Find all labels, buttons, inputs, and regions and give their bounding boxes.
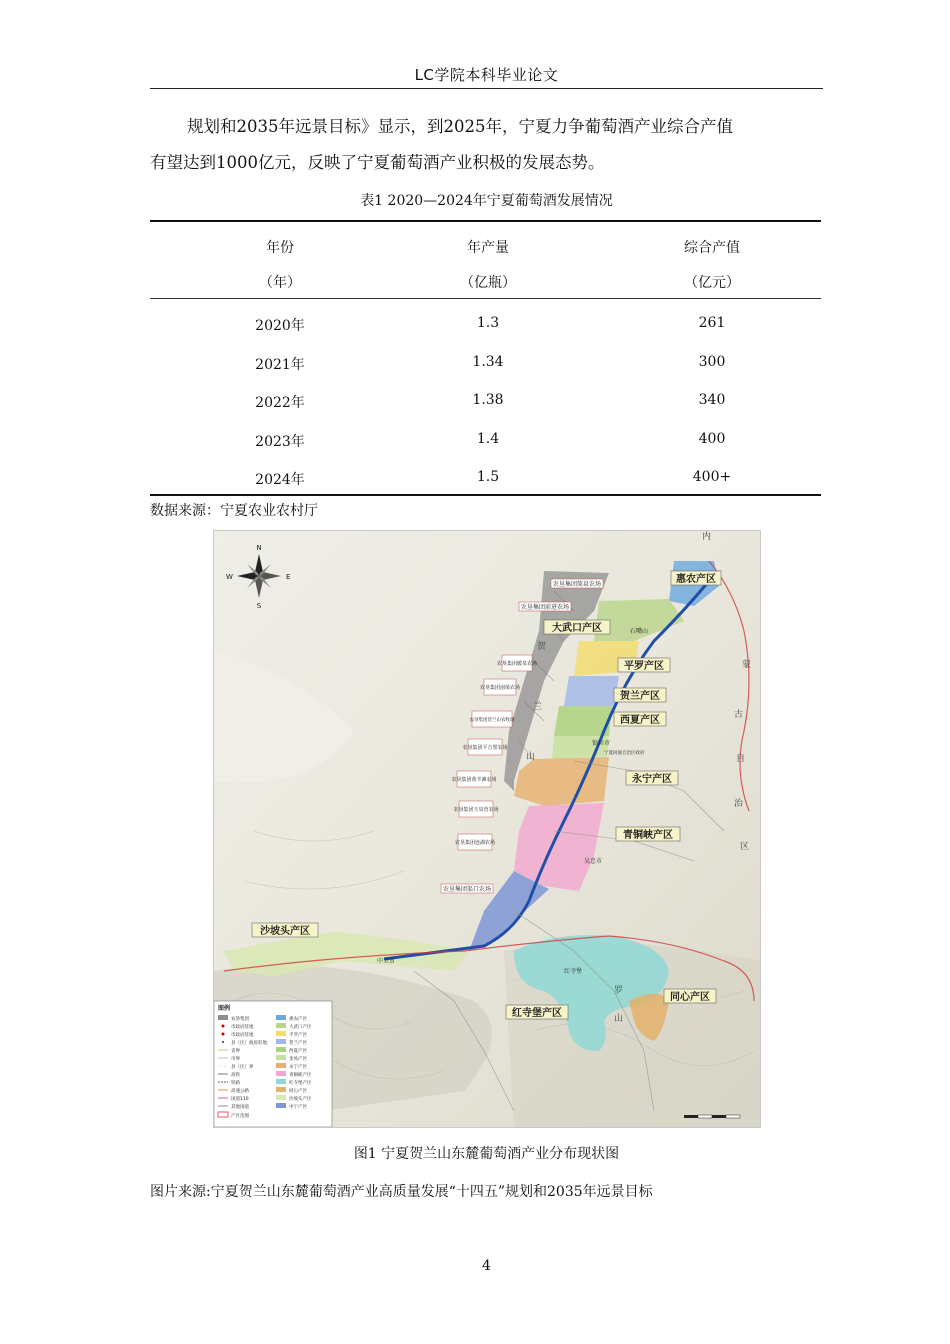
table-header-year-unit: （年） bbox=[259, 275, 301, 291]
place-label: 银川市 bbox=[592, 740, 611, 747]
svg-text:西夏产区: 西夏产区 bbox=[620, 715, 660, 726]
svg-text:金凤产区: 金凤产区 bbox=[289, 1057, 307, 1062]
svg-text:市界: 市界 bbox=[231, 1057, 240, 1062]
zone-label-shapotou bbox=[252, 923, 318, 937]
farm-label bbox=[497, 655, 537, 671]
svg-text:西夏产区: 西夏产区 bbox=[289, 1049, 307, 1054]
farm-label bbox=[480, 679, 520, 695]
svg-text:农垦集团简泉农场: 农垦集团简泉农场 bbox=[552, 581, 602, 588]
svg-text:其他国道: 其他国道 bbox=[231, 1105, 249, 1110]
table-cell: 1.3 bbox=[476, 315, 500, 331]
region-char: 蒙 bbox=[742, 660, 752, 670]
farm-label bbox=[453, 801, 498, 817]
table-cell: 2023年 bbox=[255, 434, 305, 450]
region-char: 山 bbox=[614, 1014, 624, 1024]
farm-label bbox=[462, 739, 507, 755]
table-header-output: 年产量 bbox=[467, 240, 509, 256]
zone-helan bbox=[564, 676, 619, 706]
svg-text:红寺堡产区: 红寺堡产区 bbox=[289, 1081, 312, 1086]
svg-text:县（区）政府驻地: 县（区）政府驻地 bbox=[231, 1041, 267, 1046]
svg-text:青铜峡产区: 青铜峡产区 bbox=[289, 1073, 312, 1078]
table-top-rule bbox=[150, 220, 821, 222]
svg-text:大武口产区: 大武口产区 bbox=[552, 623, 602, 634]
region-char: 自 bbox=[736, 754, 746, 764]
table-cell: 2022年 bbox=[255, 395, 305, 411]
region-char: 内 bbox=[702, 532, 712, 542]
place-label: 宁夏回族自治区政府 bbox=[604, 751, 645, 756]
region-char: 古 bbox=[734, 710, 744, 720]
svg-text:铁路: 铁路 bbox=[231, 1081, 240, 1086]
svg-text:平罗产区: 平罗产区 bbox=[289, 1033, 307, 1038]
svg-text:青铜峡产区: 青铜峡产区 bbox=[623, 830, 673, 841]
table-source-note: 数据来源：宁夏农业农村厅 bbox=[150, 503, 318, 519]
figure-caption: 图1 宁夏贺兰山东麓葡萄酒产业分布现状图 bbox=[353, 1146, 620, 1162]
svg-text:市政府驻地: 市政府驻地 bbox=[231, 1025, 254, 1030]
farm-label bbox=[441, 884, 493, 893]
table-cell: 300 bbox=[698, 354, 726, 370]
table-cell: 1.34 bbox=[472, 354, 504, 370]
zone-label-tongxin bbox=[664, 989, 716, 1003]
compass-n: N bbox=[256, 544, 262, 552]
svg-text:农垦集团暖泉农场: 农垦集团暖泉农场 bbox=[496, 661, 538, 667]
region-char: 罗 bbox=[614, 986, 624, 996]
table-header-rule bbox=[150, 298, 821, 299]
svg-text:红寺堡产区: 红寺堡产区 bbox=[512, 1008, 562, 1019]
table-cell: 261 bbox=[698, 315, 726, 331]
zone-label-pingluo bbox=[618, 658, 670, 672]
scale-bar bbox=[684, 1115, 740, 1118]
svg-text:国道110: 国道110 bbox=[231, 1097, 249, 1102]
svg-text:贺兰产区: 贺兰产区 bbox=[289, 1041, 307, 1046]
svg-text:农垦集团南梁农场: 农垦集团南梁农场 bbox=[479, 685, 521, 691]
place-label: 红寺堡 bbox=[564, 968, 583, 975]
region-char: 治 bbox=[734, 799, 744, 809]
header-rule bbox=[150, 88, 823, 89]
compass-w: W bbox=[226, 573, 233, 581]
svg-text:高速公路: 高速公路 bbox=[231, 1089, 249, 1094]
svg-text:农垦集团前进农场: 农垦集团前进农场 bbox=[520, 604, 570, 611]
table-caption: 表1 2020—2024年宁夏葡萄酒发展情况 bbox=[360, 193, 613, 209]
table-header-year: 年份 bbox=[266, 240, 294, 256]
table-cell: 400 bbox=[698, 431, 726, 447]
svg-text:同心产区: 同心产区 bbox=[289, 1089, 307, 1094]
svg-text:省界: 省界 bbox=[231, 1049, 240, 1054]
svg-text:贺兰产区: 贺兰产区 bbox=[620, 691, 660, 702]
table-header-value: 综合产值 bbox=[684, 240, 740, 256]
place-label: 中卫市 bbox=[377, 958, 396, 965]
region-char: 区 bbox=[740, 842, 750, 852]
svg-text:农垦集团玉泉营农场: 农垦集团玉泉营农场 bbox=[453, 807, 499, 813]
table-cell: 340 bbox=[698, 392, 726, 408]
zone-label-xixia bbox=[614, 712, 666, 726]
table-cell: 2021年 bbox=[255, 357, 305, 373]
body-paragraph-line-2: 有望达到1000亿元，反映了宁夏葡萄酒产业积极的发展态势。 bbox=[150, 153, 605, 172]
table-cell: 1.5 bbox=[476, 469, 500, 485]
svg-text:平罗产区: 平罗产区 bbox=[624, 661, 664, 672]
svg-text:惠农产区: 惠农产区 bbox=[289, 1017, 307, 1022]
svg-text:惠农产区: 惠农产区 bbox=[676, 574, 716, 585]
svg-text:农垦集团平吉堡农场: 农垦集团平吉堡农场 bbox=[462, 745, 508, 751]
svg-text:产区范围: 产区范围 bbox=[231, 1114, 249, 1119]
svg-text:农垦集团: 农垦集团 bbox=[231, 1017, 249, 1022]
svg-text:图例: 图例 bbox=[218, 1005, 231, 1012]
table-cell: 400+ bbox=[692, 469, 732, 485]
svg-text:农垦集团黄羊滩农场: 农垦集团黄羊滩农场 bbox=[451, 777, 497, 783]
farm-label bbox=[519, 602, 571, 611]
zone-label-huinong bbox=[671, 571, 721, 585]
figure-source-note: 图片来源:宁夏贺兰山东麓葡萄酒产业高质量发展“十四五”规划和2035年远景目标 bbox=[150, 1184, 653, 1200]
svg-text:县（区）界: 县（区）界 bbox=[231, 1065, 254, 1070]
table-cell: 1.38 bbox=[472, 392, 504, 408]
zone-label-qingtongxia bbox=[616, 827, 680, 841]
map-figure bbox=[213, 530, 761, 1128]
svg-text:大武口产区: 大武口产区 bbox=[289, 1025, 312, 1030]
svg-text:永宁产区: 永宁产区 bbox=[289, 1065, 307, 1070]
svg-text:高铁: 高铁 bbox=[231, 1073, 240, 1078]
table-header-value-unit: （亿元） bbox=[684, 275, 740, 291]
page-number: 4 bbox=[482, 1258, 491, 1274]
table-cell: 2024年 bbox=[255, 472, 305, 488]
svg-text:市政府驻地: 市政府驻地 bbox=[231, 1033, 254, 1038]
compass-s: S bbox=[256, 602, 262, 610]
region-char: 兰 bbox=[533, 702, 543, 712]
running-header: LC学院本科毕业论文 bbox=[414, 66, 559, 84]
table-cell: 1.4 bbox=[476, 431, 500, 447]
table-bottom-rule bbox=[150, 494, 821, 496]
zone-label-yongning bbox=[626, 771, 678, 785]
compass-e: E bbox=[286, 573, 291, 581]
farm-label bbox=[455, 834, 495, 850]
place-label: 吴忠市 bbox=[584, 858, 603, 865]
zone-label-hongsibao bbox=[506, 1005, 568, 1019]
farm-label bbox=[451, 771, 496, 787]
svg-text:农垦集团渠口农场: 农垦集团渠口农场 bbox=[442, 886, 492, 893]
svg-text:农垦集团连湖农场: 农垦集团连湖农场 bbox=[454, 840, 496, 846]
farm-label bbox=[470, 711, 515, 727]
svg-text:永宁产区: 永宁产区 bbox=[632, 774, 672, 785]
svg-text:农垦集团贺兰山农牧场: 农垦集团贺兰山农牧场 bbox=[469, 718, 515, 723]
body-paragraph-line-1: 规划和2035年远景目标》显示，到2025年，宁夏力争葡萄酒产业综合产值 bbox=[187, 117, 733, 136]
svg-text:沙坡头产区: 沙坡头产区 bbox=[289, 1097, 312, 1102]
svg-text:中宁产区: 中宁产区 bbox=[289, 1105, 307, 1110]
table-cell: 2020年 bbox=[255, 318, 305, 334]
svg-text:沙坡头产区: 沙坡头产区 bbox=[260, 926, 310, 937]
region-char: 贺 bbox=[537, 642, 547, 652]
region-char: 山 bbox=[526, 752, 536, 762]
place-label: 石嘴山 bbox=[630, 628, 649, 635]
zone-label-helan bbox=[614, 688, 666, 702]
map-legend bbox=[214, 1001, 332, 1127]
farm-label bbox=[551, 579, 603, 588]
zone-label-dawukou bbox=[544, 620, 610, 634]
svg-text:同心产区: 同心产区 bbox=[670, 992, 710, 1003]
table-header-output-unit: （亿瓶） bbox=[460, 275, 516, 291]
